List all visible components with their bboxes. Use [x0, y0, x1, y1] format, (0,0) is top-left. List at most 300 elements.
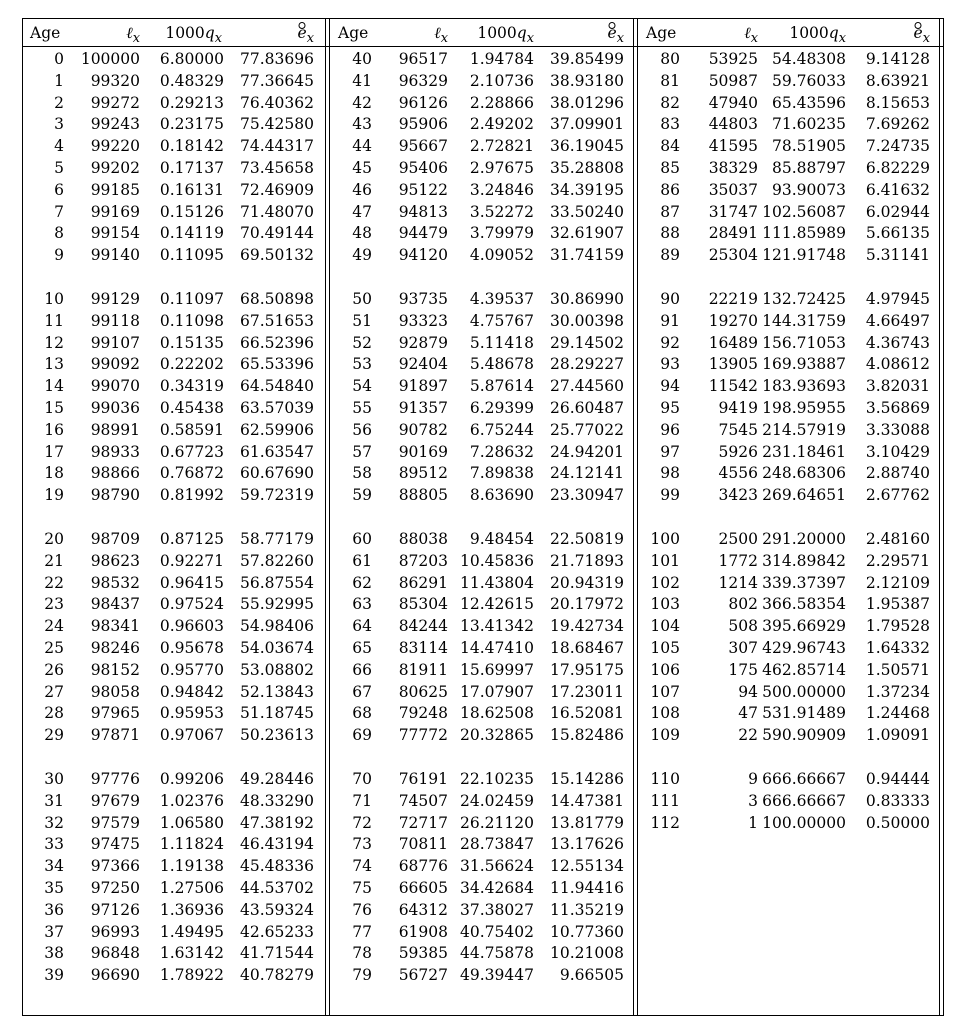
cell-ex: 21.71893 — [550, 551, 624, 570]
cell-age: 92 — [660, 333, 680, 352]
cell-lx: 98933 — [90, 442, 140, 461]
cell-age: 45 — [352, 159, 372, 177]
cell-qx: 0.15135 — [159, 333, 224, 352]
cell-qx: 34.42684 — [460, 879, 534, 897]
cell-age: 9 — [54, 246, 64, 265]
cell-lx: 99107 — [90, 333, 140, 352]
cell-lx: 86291 — [398, 573, 448, 592]
cell-age: 78 — [352, 944, 372, 963]
cell-ex: 52.13843 — [240, 682, 314, 701]
table-row — [638, 244, 938, 266]
cell-lx: 11542 — [708, 377, 758, 396]
header-ex: $e_x$ — [607, 24, 624, 47]
cell-lx: 83114 — [398, 639, 448, 657]
table-row — [330, 70, 630, 92]
table-row — [638, 397, 938, 419]
cell-lx: 97579 — [90, 813, 140, 832]
cell-age: 100 — [650, 530, 680, 548]
cell-lx: 98152 — [90, 660, 140, 679]
cell-qx: 4.75767 — [469, 311, 534, 330]
cell-lx: 53925 — [708, 50, 758, 68]
cell-lx: 99140 — [90, 246, 140, 265]
table-row — [22, 222, 322, 244]
table-row — [22, 157, 322, 179]
cell-qx: 269.64651 — [762, 486, 846, 505]
cell-qx: 169.93887 — [762, 355, 846, 374]
table-row — [638, 615, 938, 637]
cell-ex: 61.63547 — [240, 442, 314, 461]
table-row — [330, 332, 630, 354]
table-row — [638, 375, 938, 397]
table-row — [330, 441, 630, 463]
cell-ex: 44.53702 — [240, 879, 314, 897]
cell-ex: 55.92995 — [240, 595, 314, 614]
cell-lx: 508 — [728, 617, 758, 636]
table-row — [330, 812, 630, 834]
cell-lx: 77772 — [398, 726, 448, 745]
table-row — [638, 462, 938, 484]
cell-lx: 96517 — [398, 50, 448, 68]
cell-age: 28 — [44, 704, 64, 723]
cell-ex: 62.59906 — [240, 420, 314, 439]
cell-ex: 22.50819 — [550, 530, 624, 548]
cell-lx: 87203 — [398, 551, 448, 570]
cell-age: 43 — [352, 115, 372, 134]
header-age: Age — [338, 24, 369, 42]
cell-age: 108 — [650, 704, 680, 723]
cell-age: 76 — [352, 900, 372, 919]
cell-ex: 4.36743 — [865, 333, 930, 352]
table-row — [638, 222, 938, 244]
cell-qx: 0.48329 — [159, 71, 224, 90]
cell-qx: 0.11098 — [159, 311, 224, 330]
cell-qx: 2.49202 — [469, 115, 534, 134]
cell-qx: 8.63690 — [469, 486, 534, 505]
cell-age: 4 — [54, 137, 64, 156]
cell-ex: 39.85499 — [550, 50, 624, 68]
cell-age: 26 — [44, 660, 64, 679]
cell-age: 5 — [54, 159, 64, 177]
table-row — [22, 484, 322, 506]
table-row — [330, 833, 630, 855]
cell-lx: 74507 — [398, 791, 448, 810]
cell-age: 81 — [660, 71, 680, 90]
cell-ex: 59.72319 — [240, 486, 314, 505]
cell-age: 60 — [352, 530, 372, 548]
cell-lx: 16489 — [708, 333, 758, 352]
cell-lx: 99129 — [90, 290, 140, 308]
cell-age: 18 — [44, 464, 64, 483]
table-row — [22, 768, 322, 790]
cell-lx: 95667 — [398, 137, 448, 156]
cell-age: 49 — [352, 246, 372, 265]
cell-qx: 37.38027 — [460, 900, 534, 919]
cell-ex: 16.52081 — [550, 704, 624, 723]
cell-age: 89 — [660, 246, 680, 265]
cell-ex: 67.51653 — [240, 311, 314, 330]
cell-lx: 307 — [728, 639, 758, 657]
cell-age: 15 — [44, 399, 64, 417]
table-row — [638, 353, 938, 375]
cell-qx: 0.96603 — [159, 617, 224, 636]
table-row — [22, 419, 322, 441]
cell-qx: 121.91748 — [762, 246, 846, 265]
cell-lx: 97965 — [90, 704, 140, 723]
cell-age: 82 — [660, 93, 680, 112]
cell-lx: 5926 — [718, 442, 758, 461]
cell-lx: 94479 — [398, 224, 448, 243]
cell-age: 106 — [650, 660, 680, 679]
table-row — [330, 964, 630, 986]
table-row — [22, 637, 322, 659]
table-row — [638, 484, 938, 506]
cell-ex: 53.08802 — [240, 660, 314, 679]
cell-ex: 2.29571 — [865, 551, 930, 570]
table-row — [22, 441, 322, 463]
table-row — [330, 855, 630, 877]
cell-ex: 51.18745 — [240, 704, 314, 723]
cell-age: 56 — [352, 420, 372, 439]
cell-qx: 20.32865 — [460, 726, 534, 745]
cell-ex: 9.66505 — [559, 966, 624, 985]
table-row — [22, 702, 322, 724]
cell-qx: 0.67723 — [159, 442, 224, 461]
cell-age: 99 — [660, 486, 680, 505]
cell-ex: 1.50571 — [865, 660, 930, 679]
cell-qx: 1.36936 — [159, 900, 224, 919]
cell-qx: 3.79979 — [469, 224, 534, 243]
cell-age: 84 — [660, 137, 680, 156]
table-row — [330, 790, 630, 812]
cell-qx: 0.45438 — [159, 399, 224, 417]
cell-age: 12 — [44, 333, 64, 352]
cell-ex: 41.71544 — [240, 944, 314, 963]
table-row — [330, 528, 630, 550]
cell-ex: 77.36645 — [240, 71, 314, 90]
cell-ex: 40.78279 — [240, 966, 314, 985]
cell-lx: 61908 — [398, 922, 448, 941]
cell-ex: 42.65233 — [240, 922, 314, 941]
table-row — [330, 942, 630, 964]
cell-lx: 99154 — [90, 224, 140, 243]
cell-lx: 68776 — [398, 857, 448, 876]
cell-lx: 98246 — [90, 639, 140, 657]
cell-qx: 12.42615 — [460, 595, 534, 614]
table-row — [330, 179, 630, 201]
cell-qx: 65.43596 — [772, 93, 846, 112]
cell-ex: 26.60487 — [550, 399, 624, 417]
cell-lx: 96848 — [90, 944, 140, 963]
cell-qx: 1.27506 — [159, 879, 224, 897]
cell-lx: 99243 — [90, 115, 140, 134]
cell-age: 83 — [660, 115, 680, 134]
cell-qx: 5.48678 — [469, 355, 534, 374]
cell-qx: 100.00000 — [762, 813, 846, 832]
divider-1a — [325, 18, 326, 1016]
cell-qx: 93.90073 — [772, 180, 846, 199]
cell-age: 50 — [352, 290, 372, 308]
cell-age: 38 — [44, 944, 64, 963]
cell-age: 2 — [54, 93, 64, 112]
cell-qx: 231.18461 — [762, 442, 846, 461]
cell-age: 68 — [352, 704, 372, 723]
cell-lx: 98437 — [90, 595, 140, 614]
cell-age: 36 — [44, 900, 64, 919]
cell-ex: 14.47381 — [550, 791, 624, 810]
cell-ex: 12.55134 — [550, 857, 624, 876]
cell-ex: 65.53396 — [240, 355, 314, 374]
cell-age: 93 — [660, 355, 680, 374]
table-row — [330, 659, 630, 681]
cell-ex: 3.10429 — [865, 442, 930, 461]
cell-qx: 156.71053 — [762, 333, 846, 352]
cell-ex: 24.12141 — [550, 464, 624, 483]
cell-age: 44 — [352, 137, 372, 156]
cell-qx: 0.22202 — [159, 355, 224, 374]
header-qx: $1000q_x$ — [477, 24, 534, 47]
cell-ex: 3.82031 — [865, 377, 930, 396]
cell-qx: 85.88797 — [772, 159, 846, 177]
table-row — [22, 833, 322, 855]
cell-qx: 339.37397 — [762, 573, 846, 592]
cell-qx: 4.39537 — [469, 290, 534, 308]
table-row — [330, 724, 630, 746]
cell-lx: 4556 — [718, 464, 758, 483]
cell-age: 6 — [54, 180, 64, 199]
cell-lx: 96126 — [398, 93, 448, 112]
cell-ex: 56.87554 — [240, 573, 314, 592]
cell-lx: 100000 — [80, 50, 140, 68]
cell-qx: 0.11095 — [159, 246, 224, 265]
cell-age: 27 — [44, 682, 64, 701]
cell-qx: 666.66667 — [762, 770, 846, 788]
cell-qx: 71.60235 — [772, 115, 846, 134]
cell-qx: 144.31759 — [762, 311, 846, 330]
cell-lx: 76191 — [398, 770, 448, 788]
cell-qx: 132.72425 — [762, 290, 846, 308]
cell-qx: 4.09052 — [469, 246, 534, 265]
cell-age: 98 — [660, 464, 680, 483]
cell-age: 8 — [54, 224, 64, 243]
header-qx: $1000q_x$ — [165, 24, 222, 47]
table-row — [22, 659, 322, 681]
table-row — [22, 812, 322, 834]
cell-ex: 6.02944 — [865, 202, 930, 221]
table-row — [22, 92, 322, 114]
cell-ex: 60.67690 — [240, 464, 314, 483]
cell-lx: 95906 — [398, 115, 448, 134]
cell-lx: 72717 — [398, 813, 448, 832]
cell-ex: 0.94444 — [865, 770, 930, 788]
cell-qx: 9.48454 — [469, 530, 534, 548]
table-row — [22, 332, 322, 354]
cell-lx: 97126 — [90, 900, 140, 919]
cell-age: 52 — [352, 333, 372, 352]
cell-lx: 44803 — [708, 115, 758, 134]
cell-qx: 6.29399 — [469, 399, 534, 417]
cell-lx: 47 — [738, 704, 758, 723]
cell-age: 91 — [660, 311, 680, 330]
cell-lx: 3423 — [718, 486, 758, 505]
cell-ex: 4.97945 — [865, 290, 930, 308]
cell-qx: 6.80000 — [159, 50, 224, 68]
cell-age: 11 — [44, 311, 64, 330]
cell-ex: 36.19045 — [550, 137, 624, 156]
cell-age: 104 — [650, 617, 680, 636]
table-row — [22, 113, 322, 135]
cell-age: 1 — [54, 71, 64, 90]
cell-age: 65 — [352, 639, 372, 657]
cell-qx: 1.63142 — [159, 944, 224, 963]
cell-age: 17 — [44, 442, 64, 461]
cell-qx: 1.11824 — [159, 835, 224, 854]
cell-ex: 33.50240 — [550, 202, 624, 221]
cell-qx: 0.18142 — [159, 137, 224, 156]
table-row — [22, 899, 322, 921]
cell-ex: 45.48336 — [240, 857, 314, 876]
table-row — [22, 179, 322, 201]
cell-ex: 10.21008 — [550, 944, 624, 963]
table-row — [330, 593, 630, 615]
cell-lx: 2500 — [718, 530, 758, 548]
table-row — [638, 441, 938, 463]
table-row — [330, 397, 630, 419]
cell-ex: 13.81779 — [550, 813, 624, 832]
cell-lx: 91897 — [398, 377, 448, 396]
cell-ex: 23.30947 — [550, 486, 624, 505]
cell-qx: 28.73847 — [460, 835, 534, 854]
cell-lx: 35037 — [708, 180, 758, 199]
table-row — [638, 157, 938, 179]
right-rule-b — [943, 18, 944, 1016]
cell-ex: 48.33290 — [240, 791, 314, 810]
cell-ex: 50.23613 — [240, 726, 314, 745]
table-row — [22, 288, 322, 310]
cell-qx: 49.39447 — [460, 966, 534, 985]
cell-age: 105 — [650, 639, 680, 657]
cell-qx: 54.48308 — [772, 50, 846, 68]
cell-ex: 32.61907 — [550, 224, 624, 243]
cell-lx: 7545 — [718, 420, 758, 439]
table-row — [330, 768, 630, 790]
cell-ex: 7.24735 — [865, 137, 930, 156]
cell-age: 55 — [352, 399, 372, 417]
cell-qx: 111.85989 — [762, 224, 846, 243]
cell-age: 94 — [660, 377, 680, 396]
cell-lx: 85304 — [398, 595, 448, 614]
cell-ex: 31.74159 — [550, 246, 624, 265]
cell-lx: 92404 — [398, 355, 448, 374]
cell-lx: 98790 — [90, 486, 140, 505]
cell-age: 73 — [352, 835, 372, 854]
cell-age: 37 — [44, 922, 64, 941]
table-row — [638, 724, 938, 746]
cell-qx: 13.41342 — [460, 617, 534, 636]
cell-ex: 4.08612 — [865, 355, 930, 374]
table-row — [22, 201, 322, 223]
table-row — [638, 92, 938, 114]
cell-qx: 0.58591 — [159, 420, 224, 439]
cell-ex: 72.46909 — [240, 180, 314, 199]
cell-age: 101 — [650, 551, 680, 570]
table-row — [638, 681, 938, 703]
cell-qx: 0.87125 — [159, 530, 224, 548]
cell-qx: 0.97524 — [159, 595, 224, 614]
cell-qx: 183.93693 — [762, 377, 846, 396]
cell-ex: 10.77360 — [550, 922, 624, 941]
cell-qx: 18.62508 — [460, 704, 534, 723]
cell-qx: 5.11418 — [469, 333, 534, 352]
cell-ex: 6.82229 — [865, 159, 930, 177]
table-row — [638, 550, 938, 572]
cell-ex: 2.48160 — [865, 530, 930, 548]
table-row — [330, 201, 630, 223]
cell-lx: 64312 — [398, 900, 448, 919]
cell-qx: 0.95678 — [159, 639, 224, 657]
cell-qx: 1.02376 — [159, 791, 224, 810]
table-row — [638, 179, 938, 201]
cell-age: 20 — [44, 530, 64, 548]
cell-age: 29 — [44, 726, 64, 745]
cell-lx: 99272 — [90, 93, 140, 112]
cell-ex: 4.66497 — [865, 311, 930, 330]
cell-lx: 56727 — [398, 966, 448, 985]
cell-ex: 30.86990 — [550, 290, 624, 308]
table-row — [638, 659, 938, 681]
table-row — [330, 244, 630, 266]
cell-qx: 500.00000 — [762, 682, 846, 701]
cell-lx: 97250 — [90, 879, 140, 897]
table-row — [638, 702, 938, 724]
cell-ex: 54.03674 — [240, 639, 314, 657]
cell-age: 96 — [660, 420, 680, 439]
header-lx: ℓ$_x$ — [126, 24, 140, 47]
cell-lx: 88038 — [398, 530, 448, 548]
table-row — [638, 113, 938, 135]
cell-ex: 68.50898 — [240, 290, 314, 308]
cell-ex: 2.12109 — [865, 573, 930, 592]
cell-age: 35 — [44, 879, 64, 897]
cell-ex: 0.50000 — [865, 813, 930, 832]
table-row — [330, 681, 630, 703]
cell-age: 107 — [650, 682, 680, 701]
life-table — [22, 18, 944, 1016]
cell-age: 32 — [44, 813, 64, 832]
cell-lx: 25304 — [708, 246, 758, 265]
cell-age: 24 — [44, 617, 64, 636]
cell-ex: 29.14502 — [550, 333, 624, 352]
cell-ex: 18.68467 — [550, 639, 624, 657]
cell-lx: 1214 — [718, 573, 758, 592]
cell-ex: 71.48070 — [240, 202, 314, 221]
cell-lx: 95122 — [398, 180, 448, 199]
cell-age: 58 — [352, 464, 372, 483]
cell-age: 64 — [352, 617, 372, 636]
cell-ex: 24.94201 — [550, 442, 624, 461]
cell-qx: 366.58354 — [762, 595, 846, 614]
cell-qx: 2.72821 — [469, 137, 534, 156]
table-row — [638, 135, 938, 157]
table-row — [638, 419, 938, 441]
cell-ex: 2.67762 — [865, 486, 930, 505]
cell-qx: 395.66929 — [762, 617, 846, 636]
cell-age: 47 — [352, 202, 372, 221]
cell-age: 88 — [660, 224, 680, 243]
cell-qx: 11.43804 — [460, 573, 534, 592]
cell-ex: 3.33088 — [865, 420, 930, 439]
cell-qx: 531.91489 — [762, 704, 846, 723]
cell-age: 97 — [660, 442, 680, 461]
